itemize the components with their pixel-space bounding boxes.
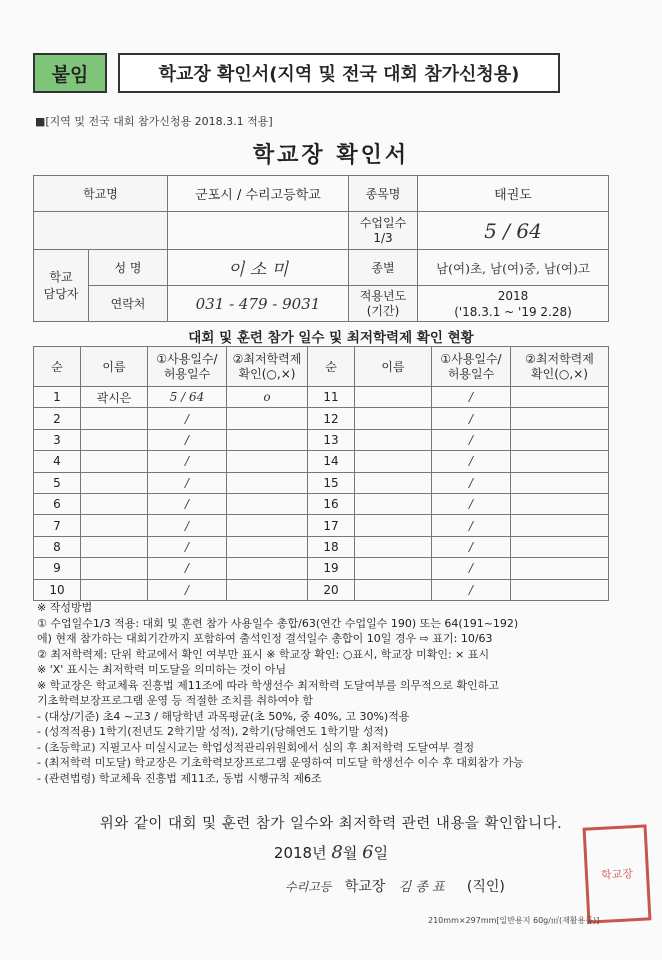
row-days: / [148, 451, 227, 472]
instruction-line: - (초등학교) 지필고사 미실시교는 학업성적관리위원회에서 심의 후 최저학력 도달여부 결정 [37, 740, 475, 754]
row-min [227, 536, 308, 557]
row-days: / [148, 558, 227, 579]
instruction-line: - (성적적용) 1학기(전년도 2학기말 성적), 2학기(당해연도 1학기말 성적) [37, 725, 389, 738]
event-label: 종목명 [349, 176, 418, 212]
confirmation-statement: 위와 같이 대회 및 훈련 참가 일수와 최저학력 관련 내용을 확인합니다. [99, 816, 563, 832]
instruction-line: ※ 'X' 표시는 최저학력 미도달을 의미하는 것이 아님 [37, 663, 287, 676]
row-days: / [432, 493, 511, 514]
row-days: / [432, 451, 511, 472]
row-min [227, 451, 308, 472]
days-value: 5 / 64 [418, 212, 609, 250]
days-label: 수업일수 1/3 [349, 212, 418, 250]
row-days: / [432, 408, 511, 429]
row-name [81, 536, 148, 557]
year-label: 적용년도 (기간) [349, 286, 418, 322]
row-name [355, 451, 432, 472]
row-min [511, 579, 609, 600]
row-days: / [432, 429, 511, 450]
row-no: 9 [34, 558, 81, 579]
row-min [511, 515, 609, 536]
col-days-r: ①사용일수/ 허용일수 [432, 347, 511, 387]
row-name [355, 472, 432, 493]
row-name [81, 429, 148, 450]
row-days: / [148, 408, 227, 429]
row-days: / [432, 515, 511, 536]
contact-label: 학교 담당자 [34, 250, 89, 322]
row-no: 15 [308, 472, 355, 493]
row-days: / [148, 579, 227, 600]
instruction-line: 기초학력보장프로그램 운영 등 적절한 조치를 취하여야 함 [37, 694, 314, 707]
applicability-note: ■[지역 및 전국 대회 참가신청용 2018.3.1 적용] [35, 115, 273, 128]
row-name [355, 536, 432, 557]
row-name [81, 408, 148, 429]
row-no: 17 [308, 515, 355, 536]
row-no: 5 [34, 472, 81, 493]
row-days: / [432, 387, 511, 408]
row-name [355, 429, 432, 450]
instruction-line: ① 수업일수1/3 적용: 대회 및 훈련 참가 사용일수 총합/63(연간 수업일수 190) 또는 64(191~192) [37, 616, 519, 630]
row-days: / [432, 536, 511, 557]
attachment-tag: 붙임 [33, 53, 107, 93]
col-name: 이름 [81, 347, 148, 387]
instruction-line: - (관련법령) 학교체육 진흥법 제11조, 동법 시행규칙 제6조 [37, 771, 322, 785]
row-days: / [148, 515, 227, 536]
row-min [227, 493, 308, 514]
row-no: 19 [308, 558, 355, 579]
row-name [81, 472, 148, 493]
participation-table [33, 346, 609, 601]
row-min [227, 429, 308, 450]
row-name [81, 515, 148, 536]
row-no: 2 [34, 408, 81, 429]
row-no: 14 [308, 451, 355, 472]
row-name: 곽시은 [81, 387, 148, 408]
row-days: / [432, 558, 511, 579]
table-row [34, 429, 609, 450]
row-days: / [148, 493, 227, 514]
instruction-line: ② 최저학력제: 단위 학교에서 확인 여부만 표시 ※ 학교장 확인: ○표시, 학교장 미확인: × 표시 [37, 647, 490, 661]
row-min [227, 558, 308, 579]
header-title: 학교장 확인서(지역 및 전국 대회 참가신청용) [118, 53, 560, 93]
table-row [34, 579, 609, 600]
col-days: ①사용일수/ 허용일수 [148, 347, 227, 387]
table-row [34, 451, 609, 472]
instruction-line: - (대상/기준) 초4 ~고3 / 해당학년 과목평균(초 50%, 중 40%, 고 30%)적용 [37, 709, 410, 723]
signature-date: 2018년 8월 6일 [273, 842, 389, 863]
row-min [511, 429, 609, 450]
table-row [34, 408, 609, 429]
row-min [511, 451, 609, 472]
row-min [227, 472, 308, 493]
row-name [355, 579, 432, 600]
row-min [511, 472, 609, 493]
school-label: 학교명 [34, 176, 168, 212]
table-row [34, 515, 609, 536]
col-no-r: 순 [308, 347, 355, 387]
row-no: 6 [34, 493, 81, 514]
row-min [227, 515, 308, 536]
row-name [355, 558, 432, 579]
instruction-line: - (최저학력 미도달) 학교장은 기초학력보장프로그램 운영하여 미도달 학생선수 이수 후 대회참가 가능 [37, 756, 524, 769]
row-no: 8 [34, 536, 81, 557]
row-name [81, 558, 148, 579]
row-days: / [148, 472, 227, 493]
row-min [511, 387, 609, 408]
paper-spec: 210mm×297mm[일반용지 60g/㎡(재활용품)] [428, 916, 600, 925]
row-min [511, 493, 609, 514]
official-seal-stamp: 학교장 [583, 824, 652, 923]
table-row [34, 536, 609, 557]
school-info-table [33, 175, 609, 322]
row-min: o [227, 387, 308, 408]
row-days: / [148, 536, 227, 557]
row-no: 4 [34, 451, 81, 472]
phone-value: 031 - 479 - 9031 [168, 286, 349, 322]
instruction-line: 에) 현재 참가하는 대회기간까지 포함하여 출석인정 결석일수 총합이 10일 경우 ⇨ 표기: 10/63 [37, 632, 493, 645]
row-no: 1 [34, 387, 81, 408]
name-label: 성 명 [89, 250, 168, 286]
row-no: 3 [34, 429, 81, 450]
gender-label: 종별 [349, 250, 418, 286]
col-name-r: 이름 [355, 347, 432, 387]
row-no: 20 [308, 579, 355, 600]
principal-signature: 수리고등 학교장 김 종 표 (직인) [285, 879, 505, 895]
row-no: 7 [34, 515, 81, 536]
table-row [34, 493, 609, 514]
row-name [81, 493, 148, 514]
col-no: 순 [34, 347, 81, 387]
row-no: 18 [308, 536, 355, 557]
row-name [355, 515, 432, 536]
event-value: 태권도 [418, 176, 609, 212]
row-min [227, 408, 308, 429]
row-no: 11 [308, 387, 355, 408]
row-no: 16 [308, 493, 355, 514]
row-name [81, 579, 148, 600]
row-name [355, 493, 432, 514]
instructions [37, 600, 632, 786]
row-days: / [432, 579, 511, 600]
row-days: 5 / 64 [148, 387, 227, 408]
col-min-r: ②최저학력제 확인(○,×) [511, 347, 609, 387]
row-min [511, 536, 609, 557]
row-min [511, 558, 609, 579]
row-name [81, 451, 148, 472]
table-row [34, 558, 609, 579]
row-days: / [148, 429, 227, 450]
row-no: 10 [34, 579, 81, 600]
section-title: 대회 및 훈련 참가 일수 및 최저학력제 확인 현황 [188, 330, 474, 346]
name-value: 이 소 미 [168, 250, 349, 286]
gender-value: 남(여)초, 남(여)중, 남(여)고 [418, 250, 609, 286]
row-name [355, 408, 432, 429]
row-min [511, 408, 609, 429]
document-title: 학교장 확인서 [252, 143, 410, 168]
year-value: 2018 ('18.3.1 ~ '19 2.28) [418, 286, 609, 322]
instruction-line: ※ 학교장은 학교체육 진흥법 제11조에 따라 학생선수 최저학력 도달여부를 의무적으로 확인하고 [37, 678, 499, 692]
row-no: 13 [308, 429, 355, 450]
table-row [34, 472, 609, 493]
row-no: 12 [308, 408, 355, 429]
instruction-line: ※ 작성방법 [37, 601, 93, 614]
school-value: 군포시 / 수리고등학교 [168, 176, 349, 212]
row-name [355, 387, 432, 408]
row-min [227, 579, 308, 600]
table-row [34, 387, 609, 408]
phone-label: 연락처 [89, 286, 168, 322]
col-min: ②최저학력제 확인(○,×) [227, 347, 308, 387]
row-days: / [432, 472, 511, 493]
